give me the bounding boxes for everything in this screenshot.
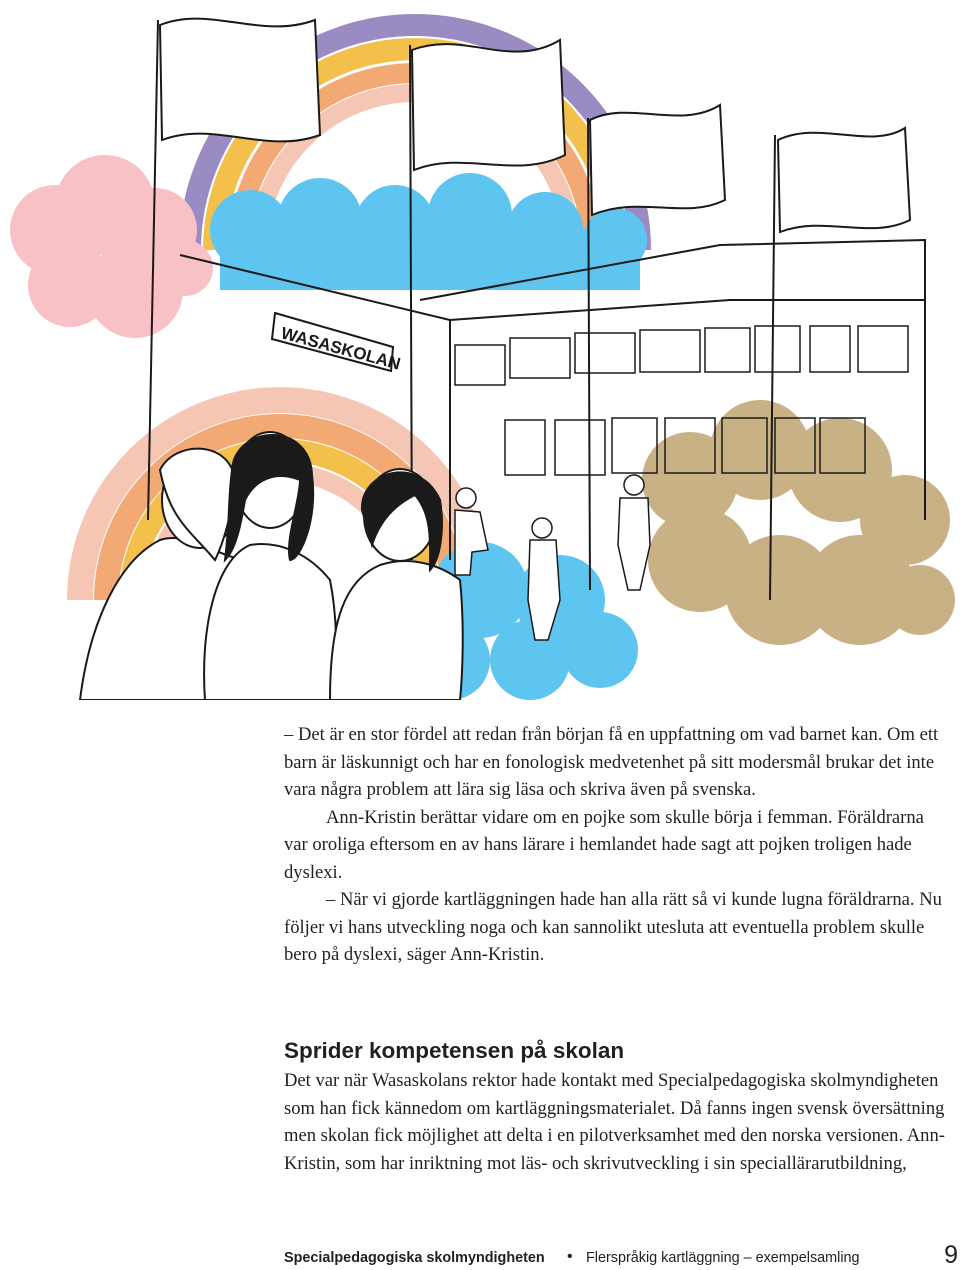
footer-publication: Flerspråkig kartläggning – exempelsamling: [586, 1250, 860, 1266]
school-sign: [272, 313, 402, 374]
section-heading: Sprider kompetensen på skolan: [284, 1038, 625, 1063]
flag-1: [160, 19, 320, 142]
section-paragraph: Det var när Wasaskolans rektor hade kontakt med Specialpedagogiska skolmyndigheten som han fick kännedom om kartläggningsmaterialet. Då fanns ingen svensk översättning men skolan fick möjlighet att delta i en pilotverksamhet med den norska versionen. Ann-Kristin, som har inriktning mot läs- och skrivutveckling i sin speciallärarutbildning,: [284, 1070, 945, 1174]
pink-cloud: [10, 155, 213, 338]
body-text: [284, 721, 950, 969]
school-sign-text: WASASKOLAN: [278, 323, 403, 374]
page-footer: [284, 1241, 960, 1269]
section: [284, 1036, 950, 1177]
flag-4: [778, 128, 910, 232]
flag-3: [590, 105, 725, 215]
body-paragraph-3: – När vi gjorde kartläggningen hade han alla rätt så vi kunde lugna föräldrarna. Nu följer vi hans utveckling noga och kan sannolikt utesluta att eventuella problem skulle bero på dyslexi, säger Ann-Kristin.: [284, 889, 942, 965]
footer-organization: Specialpedagogiska skolmyndigheten: [284, 1250, 545, 1266]
body-paragraph-1: – Det är en stor fördel att redan från början få en uppfattning om vad barnet kan. Om ett barn är läskunnigt och har en fonologisk medvetenhet på sitt modersmål brukar det inte vara några problem att lära sig läsa och skriva även på svenska.: [284, 724, 939, 800]
tan-cloud: [642, 400, 955, 645]
page-number: 9: [944, 1241, 958, 1269]
flag-2: [412, 40, 565, 170]
body-paragraph-2: Ann-Kristin berättar vidare om en pojke som skulle börja i femman. Föräldrarna var oroliga eftersom en av hans lärare i hemlandet hade sagt att pojken troligen hade dyslexi.: [284, 806, 924, 883]
footer-bullet: •: [567, 1248, 573, 1265]
